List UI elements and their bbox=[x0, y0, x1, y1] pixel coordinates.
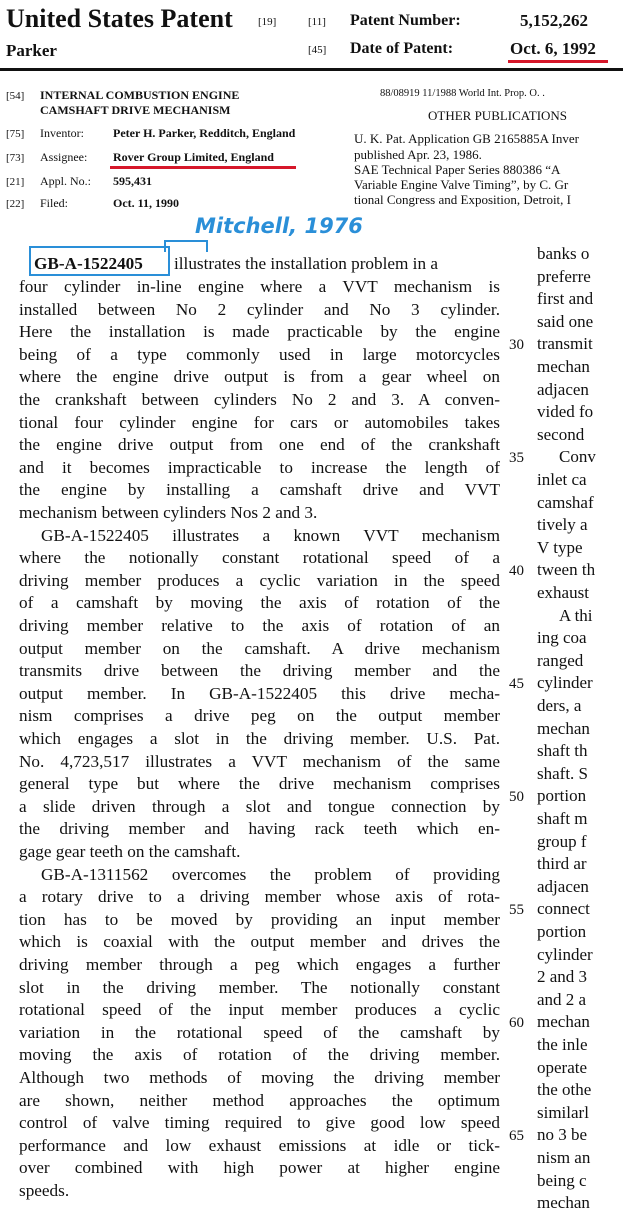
date-label: Date of Patent: bbox=[350, 40, 454, 57]
right-column-line: mechan bbox=[537, 1193, 590, 1213]
right-column-line: exhaust bbox=[537, 583, 589, 602]
body-line: driving member through a peg which engages a further bbox=[19, 955, 500, 974]
line-number: 65 bbox=[509, 1128, 524, 1144]
body-line: are shown, neither method approaches the optimum bbox=[19, 1090, 500, 1110]
right-column-line: transmit bbox=[537, 334, 593, 354]
right-column-line: preferre bbox=[537, 266, 591, 286]
line-number: 30 bbox=[509, 337, 524, 353]
patent-date: Oct. 6, 1992 bbox=[510, 39, 596, 58]
right-column-line: inlet ca bbox=[537, 470, 587, 489]
line-number: 40 bbox=[509, 563, 524, 579]
body-line: GB-A-1522405 illustrates a known VVT mechanism bbox=[41, 525, 500, 545]
body-line: where the engine drive output is from a gear wheel on bbox=[19, 367, 500, 387]
body-line: tional four cylinder engine for cars or automobiles takes bbox=[19, 412, 500, 432]
body-line: which is coaxial with the output member and drives the bbox=[19, 932, 500, 952]
filed-label: Filed: bbox=[40, 196, 69, 210]
body-line: the driving member and having rack teeth which en- bbox=[19, 819, 500, 839]
other-pub-line: tional Congress and Exposition, Detroit, I bbox=[354, 192, 572, 207]
other-pub-line: SAE Technical Paper Series 880386 “A bbox=[354, 162, 561, 177]
right-column-line: 2 and 3 bbox=[537, 967, 588, 987]
body-line: performance and low exhaust emissions at idle or tick- bbox=[19, 1135, 500, 1155]
body-line: and it becomes impracticable to increase the length of bbox=[19, 457, 500, 477]
right-column-line: Conv bbox=[559, 447, 596, 467]
patent-number-label: Patent Number: bbox=[350, 12, 461, 29]
right-column-line: the othe bbox=[537, 1080, 592, 1100]
body-line: GB-A-1311562 overcomes the problem of providing bbox=[41, 864, 500, 884]
right-column-line: operate bbox=[537, 1057, 588, 1077]
right-column-line: ranged bbox=[537, 650, 584, 670]
right-column-line: being c bbox=[537, 1170, 587, 1190]
right-column-line: cylinder bbox=[537, 944, 593, 964]
wo-reference: 88/08919 11/1988 World Int. Prop. O. . bbox=[380, 88, 545, 99]
invention-title-line2: CAMSHAFT DRIVE MECHANISM bbox=[40, 103, 231, 117]
right-column-line: camshaf bbox=[537, 492, 594, 512]
body-line: of a camshaft by moving the axis of rotation of the bbox=[19, 593, 500, 613]
body-line: where the notionally constant rotational speed of a bbox=[19, 548, 500, 568]
patent-title: United States Patent bbox=[6, 4, 233, 33]
right-column-line: adjacen bbox=[537, 379, 589, 399]
other-publications-heading: OTHER PUBLICATIONS bbox=[428, 108, 568, 123]
body-line: driving member relative to the axis of rotation of an bbox=[19, 616, 500, 635]
body-line: being of a type commonly used in large motorcycles bbox=[19, 344, 500, 364]
patent-number: 5,152,262 bbox=[520, 11, 588, 30]
body-line: over combined with high power at higher engine bbox=[19, 1158, 500, 1178]
field-code-54: [54] bbox=[6, 90, 25, 102]
field-code-75: [75] bbox=[6, 128, 25, 140]
right-column-line: shaft. S bbox=[537, 763, 588, 783]
body-line: Here the installation is made practicable by the engine bbox=[19, 322, 500, 342]
assignee-value: Rover Group Limited, England bbox=[113, 150, 274, 164]
line-number: 50 bbox=[509, 789, 524, 805]
other-pub-line: published Apr. 23, 1986. bbox=[354, 147, 482, 162]
right-column-text bbox=[537, 0, 623, 1230]
body-line: gage gear teeth on the camshaft. bbox=[19, 842, 241, 861]
assignee-label: Assignee: bbox=[40, 150, 88, 164]
field-code-22: [22] bbox=[6, 198, 25, 210]
title-code: [19] bbox=[258, 16, 277, 28]
right-column-line: cylinder bbox=[537, 673, 593, 693]
header-rule bbox=[0, 68, 623, 71]
line-number: 55 bbox=[509, 902, 524, 918]
right-column-line: vided fo bbox=[537, 402, 594, 422]
other-pub-line: U. K. Pat. Application GB 2165885A Inver bbox=[354, 131, 579, 146]
body-line: driving member produces a cyclic variation in the speed bbox=[19, 570, 500, 590]
right-column-line: and 2 a bbox=[537, 989, 587, 1009]
body-line: variation in the rotational speed of the camshaft by bbox=[19, 1022, 500, 1042]
body-line: the crankshaft between cylinders No 2 and 3. A conven- bbox=[19, 390, 500, 409]
right-column-line: tively a bbox=[537, 515, 588, 535]
body-first-line: illustrates the installation problem in a bbox=[174, 254, 438, 273]
right-column-line: adjacen bbox=[537, 876, 589, 896]
line-number: 45 bbox=[509, 676, 524, 692]
body-line: the engine by installing a camshaft drive and VVT bbox=[19, 480, 500, 500]
patent-number-code: [11] bbox=[308, 16, 326, 28]
right-column-line: ders, a bbox=[537, 696, 582, 715]
body-line: nism comprises a drive peg on the output member bbox=[19, 706, 500, 726]
right-column-line: first and bbox=[537, 289, 594, 309]
right-column-line: second bbox=[537, 424, 585, 444]
line-number: 60 bbox=[509, 1015, 524, 1031]
other-pub-line: Variable Engine Valve Timing”, by C. Gr bbox=[354, 177, 569, 192]
right-column-line: mechan bbox=[537, 718, 590, 738]
field-code-73: [73] bbox=[6, 152, 25, 164]
body-line: four cylinder in-line engine where a VVT mechanism is bbox=[19, 277, 500, 296]
right-column-line: ing coa bbox=[537, 628, 587, 648]
body-line: installed between No 2 cylinder and No 3 cylinder. bbox=[19, 299, 500, 319]
right-column-line: A thi bbox=[559, 605, 593, 625]
body-line: Although two methods of moving the driving member bbox=[19, 1068, 500, 1087]
body-line: speeds. bbox=[19, 1181, 70, 1200]
right-column-line: similarl bbox=[537, 1102, 589, 1122]
line-number: 35 bbox=[509, 450, 524, 466]
body-line: which engages a slot in the driving member. U.S. Pat. bbox=[19, 729, 500, 748]
field-code-21: [21] bbox=[6, 176, 25, 188]
body-line: tion has to be moved by providing an input member bbox=[19, 909, 500, 929]
inventor-label: Inventor: bbox=[40, 126, 84, 140]
date-code: [45] bbox=[308, 44, 327, 56]
annotation-label: Mitchell, 1976 bbox=[195, 214, 363, 238]
body-line: transmits drive between the driving member and the bbox=[19, 661, 500, 681]
invention-title-line1: INTERNAL COMBUSTION ENGINE bbox=[40, 88, 240, 102]
right-column-line: nism an bbox=[537, 1148, 591, 1167]
right-column-line: mechan bbox=[537, 1012, 590, 1032]
right-column-line: no 3 be bbox=[537, 1125, 588, 1145]
right-column-line: connect bbox=[537, 899, 590, 919]
body-line: a slide driven through a slot and tongue connection by bbox=[19, 796, 500, 816]
right-column-line: mechan bbox=[537, 357, 590, 376]
annotation-connector bbox=[164, 240, 208, 252]
right-column-line: banks o bbox=[537, 244, 590, 263]
filed-value: Oct. 11, 1990 bbox=[113, 196, 179, 210]
inventor-surname: Parker bbox=[6, 41, 57, 60]
body-line: general type but where the drive mechanism comprises bbox=[19, 774, 500, 794]
right-column-line: tween th bbox=[537, 560, 596, 580]
cited-reference: GB-A-1522405 bbox=[34, 254, 143, 273]
right-column-line: shaft m bbox=[537, 809, 588, 828]
body-line: a rotary drive to a driving member whose axis of rota- bbox=[19, 887, 500, 907]
body-line: control of valve timing required to give good low speed bbox=[19, 1113, 500, 1133]
appl-value: 595,431 bbox=[113, 174, 152, 188]
body-line: output member. In GB-A-1522405 this drive mecha- bbox=[19, 683, 500, 703]
body-line: moving the axis of rotation of the driving member. bbox=[19, 1045, 500, 1065]
body-line: No. 4,723,517 illustrates a VVT mechanism of the same bbox=[19, 751, 500, 771]
right-column-line: portion bbox=[537, 786, 587, 806]
right-column-line: V type bbox=[537, 537, 583, 557]
right-column-line: said one bbox=[537, 311, 594, 331]
body-line: rotational speed of the input member produces a cyclic bbox=[19, 1000, 500, 1020]
right-column-line: group f bbox=[537, 831, 587, 851]
body-line: output member on the camshaft. A drive mechanism bbox=[19, 638, 500, 658]
body-line: the engine drive output from one end of the crankshaft bbox=[19, 435, 500, 455]
assignee-underline bbox=[110, 166, 296, 169]
body-line: slot in the driving member. The notionally constant bbox=[19, 977, 500, 997]
right-column-line: the inle bbox=[537, 1035, 588, 1054]
inventor-value: Peter H. Parker, Redditch, England bbox=[113, 126, 296, 140]
body-line: mechanism between cylinders Nos 2 and 3. bbox=[19, 503, 318, 522]
right-column-line: portion bbox=[537, 922, 587, 941]
appl-label: Appl. No.: bbox=[40, 174, 91, 188]
right-column-line: third ar bbox=[537, 854, 587, 874]
right-column-line: shaft th bbox=[537, 741, 588, 761]
